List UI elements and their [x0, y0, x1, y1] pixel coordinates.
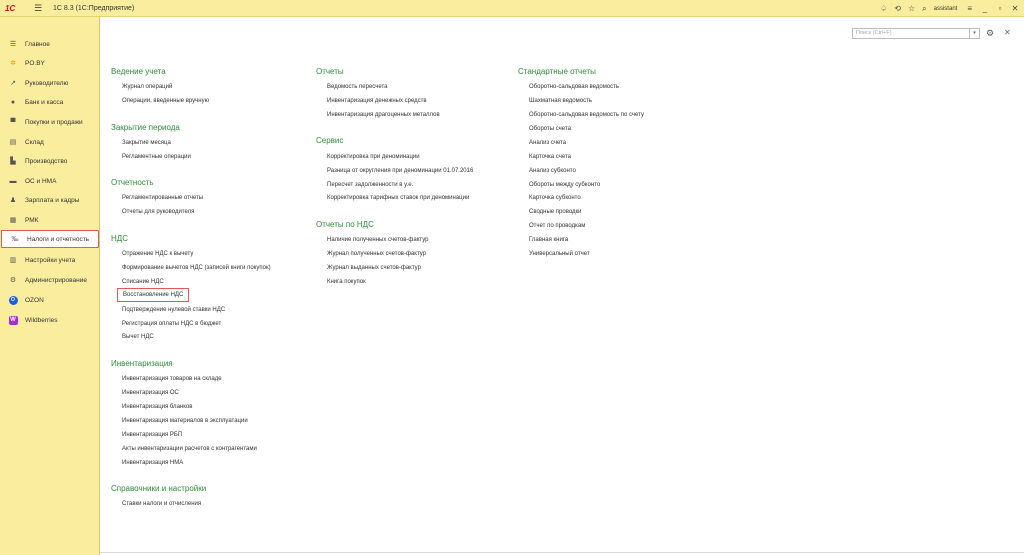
minimize-icon[interactable]: _	[982, 4, 988, 13]
nav-link[interactable]: Ставки налоги и отчисления	[122, 501, 202, 507]
gear-icon[interactable]: ⚙	[986, 28, 995, 38]
settings-menu-icon[interactable]: ≡	[967, 4, 972, 13]
nav-link[interactable]: Анализ счета	[529, 140, 567, 146]
nav-link[interactable]: Отчет по проводкам	[529, 223, 586, 229]
nav-link[interactable]: Обороты счета	[529, 126, 571, 132]
nav-link[interactable]: Операции, введенные вручную	[122, 98, 210, 104]
nav-link[interactable]: Пересчет задолженности в у.е.	[327, 182, 414, 188]
close-window-icon[interactable]: ✕	[1011, 4, 1019, 13]
sidebar-item-salary[interactable]: ♟ Зарплата и кадры	[9, 196, 80, 204]
sidebar-item-production[interactable]: ▙ Производство	[0, 152, 100, 170]
sidebar-item-taxes-reporting[interactable]: ‰ Налоги и отчетность	[1, 230, 99, 248]
nav-link-highlighted[interactable]: Восстановление НДС	[117, 288, 189, 302]
section-title: Ведение учета	[111, 67, 166, 76]
section-title: Отчеты по НДС	[316, 220, 374, 229]
nav-link[interactable]: Регламентные операции	[122, 154, 191, 160]
favorites-star-icon[interactable]: ☆	[907, 4, 916, 13]
nav-link[interactable]: Инвентаризация ОС	[122, 390, 179, 396]
sidebar-item-administration[interactable]: ⚙ Администрирование	[9, 276, 87, 284]
nav-link[interactable]: Инвентаризация материалов в эксплуатации	[122, 418, 248, 424]
notifications-icon[interactable]: ♤	[880, 4, 888, 13]
sidebar-item-accounting-settings[interactable]: ▥ Настройки учета	[9, 256, 76, 264]
sections-panel	[0, 17, 100, 555]
person-icon: ♟	[9, 197, 17, 204]
warehouse-icon: ▤	[9, 139, 17, 146]
nav-link[interactable]: Универсальный отчет	[529, 251, 590, 257]
app-logo: 1С	[5, 3, 16, 13]
nav-link[interactable]: Подтверждение нулевой ставки НДС	[122, 307, 226, 313]
ozon-icon: O	[9, 296, 18, 305]
nav-link[interactable]: Закрытие месяца	[122, 140, 171, 146]
section-title: НДС	[111, 234, 128, 243]
sun-icon: ✲	[10, 60, 16, 67]
restore-icon[interactable]: ▫	[998, 4, 1002, 13]
nav-link[interactable]: Списание НДС	[122, 279, 164, 285]
nav-link[interactable]: Журнал операций	[122, 84, 173, 90]
sidebar-item-purchases-sales[interactable]: ▀ Покупки и продажи	[0, 113, 100, 131]
nav-link[interactable]: Разница от округления при деноминации 01.07.2016	[327, 168, 474, 174]
section-title: Инвентаризация	[111, 359, 173, 368]
current-user[interactable]: assistant	[933, 5, 958, 12]
nav-link[interactable]: Ведомость пересчета	[327, 84, 388, 90]
factory-icon: ▙	[10, 158, 16, 165]
sidebar-item-bank[interactable]: ● Банк и касса	[0, 93, 100, 111]
nav-link[interactable]: Вычет НДС	[122, 334, 154, 340]
truck-icon: ▬	[9, 177, 17, 185]
register-icon: ▦	[9, 217, 17, 224]
section-title: Сервис	[316, 136, 344, 145]
nav-link[interactable]: Оборотно-сальдовая ведомость по счету	[529, 112, 644, 118]
nav-link[interactable]: Оборотно-сальдовая ведомость	[529, 84, 620, 90]
history-icon[interactable]: ⟲	[894, 4, 901, 13]
wildberries-icon: W	[10, 316, 16, 323]
nav-link[interactable]: Корректировка при деноминации	[327, 154, 420, 160]
sidebar-item-main[interactable]: ☰ Главное	[9, 40, 50, 48]
nav-link[interactable]: Инвентаризация НМА	[122, 460, 184, 466]
tax-icon: ‰	[11, 235, 19, 243]
nav-link[interactable]: Отчеты для руководителя	[122, 209, 195, 215]
nav-link[interactable]: Акты инвентаризации расчетов с контрагентами	[122, 446, 257, 452]
nav-link[interactable]: Шахматная ведомость	[529, 98, 592, 104]
close-icon[interactable]: ✕	[1004, 28, 1011, 37]
nav-link[interactable]: Книга покупок	[327, 279, 366, 285]
nav-link[interactable]: Карточка счета	[529, 154, 572, 160]
chart-line-icon: ↗	[10, 80, 16, 87]
hamburger-menu-icon[interactable]: ☰	[33, 2, 43, 13]
nav-link[interactable]: Отражение НДС к вычету	[122, 251, 194, 257]
nav-link[interactable]: Инвентаризация РБП	[122, 432, 183, 438]
nav-link[interactable]: Корректировка тарифных ставок при деноминации	[327, 195, 470, 201]
title-bar-controls	[880, 0, 1024, 17]
sidebar-item-ozon[interactable]: O OZON	[0, 291, 100, 309]
sidebar-item-rmk[interactable]: ▦ РМК	[9, 216, 39, 224]
sidebar-item-warehouse[interactable]: ▤ Склад	[9, 138, 44, 146]
section-title: Закрытие периода	[111, 123, 180, 132]
title-bar	[0, 0, 1024, 17]
sidebar-item-manager[interactable]: ↗ Руководителю	[0, 74, 100, 92]
nav-link[interactable]: Карточка субконто	[529, 195, 581, 201]
sidebar-item-poby[interactable]: ✲ PO.BY	[0, 54, 100, 72]
sidebar-item-wildberries[interactable]: W Wildberries	[10, 316, 58, 324]
nav-link[interactable]: Инвентаризация денежных средств	[327, 98, 427, 104]
nav-link[interactable]: Регистрация оплаты НДС в бюджет	[122, 321, 222, 327]
nav-link[interactable]: Инвентаризация товаров на складе	[122, 376, 222, 382]
nav-link[interactable]: Формирование вычетов НДС (записей книги покупок)	[122, 265, 271, 271]
gear-icon: ⚙	[9, 277, 17, 284]
window-title: 1С 8.3 (1С:Предприятие)	[53, 4, 135, 12]
menu-icon: ☰	[9, 41, 17, 48]
section-title: Отчетность	[111, 178, 154, 187]
nav-link[interactable]: Главная книга	[529, 237, 569, 243]
nav-link[interactable]: Журнал выданных счетов-фактур	[327, 265, 421, 271]
sidebar-item-fixed-assets[interactable]: ▬ ОС и НМА	[9, 177, 57, 185]
nav-link[interactable]: Инвентаризация бланков	[122, 404, 193, 410]
search-dropdown-icon[interactable]: ▾	[970, 28, 980, 39]
settings-doc-icon: ▥	[9, 257, 17, 264]
section-title: Справочники и настройки	[111, 484, 207, 493]
section-title: Отчеты	[316, 67, 344, 76]
cart-icon: ▀	[10, 118, 16, 126]
nav-link[interactable]: Регламентированные отчеты	[122, 195, 204, 201]
nav-link[interactable]: Наличие полученных счетов-фактур	[327, 237, 429, 243]
nav-link[interactable]: Обороты между субконто	[529, 182, 601, 188]
nav-link[interactable]: Инвентаризация драгоценных металлов	[327, 112, 440, 118]
nav-link[interactable]: Журнал полученных счетов-фактур	[327, 251, 427, 257]
bank-icon: ●	[10, 98, 16, 106]
search-icon[interactable]: ⌕	[922, 3, 927, 13]
section-title: Стандартные отчеты	[518, 67, 596, 76]
search-input[interactable]: Поиск (Ctrl+F)	[852, 28, 970, 39]
bottom-divider	[100, 552, 1024, 553]
nav-link[interactable]: Сводные проводки	[529, 209, 582, 215]
nav-link[interactable]: Анализ субконто	[529, 168, 576, 174]
